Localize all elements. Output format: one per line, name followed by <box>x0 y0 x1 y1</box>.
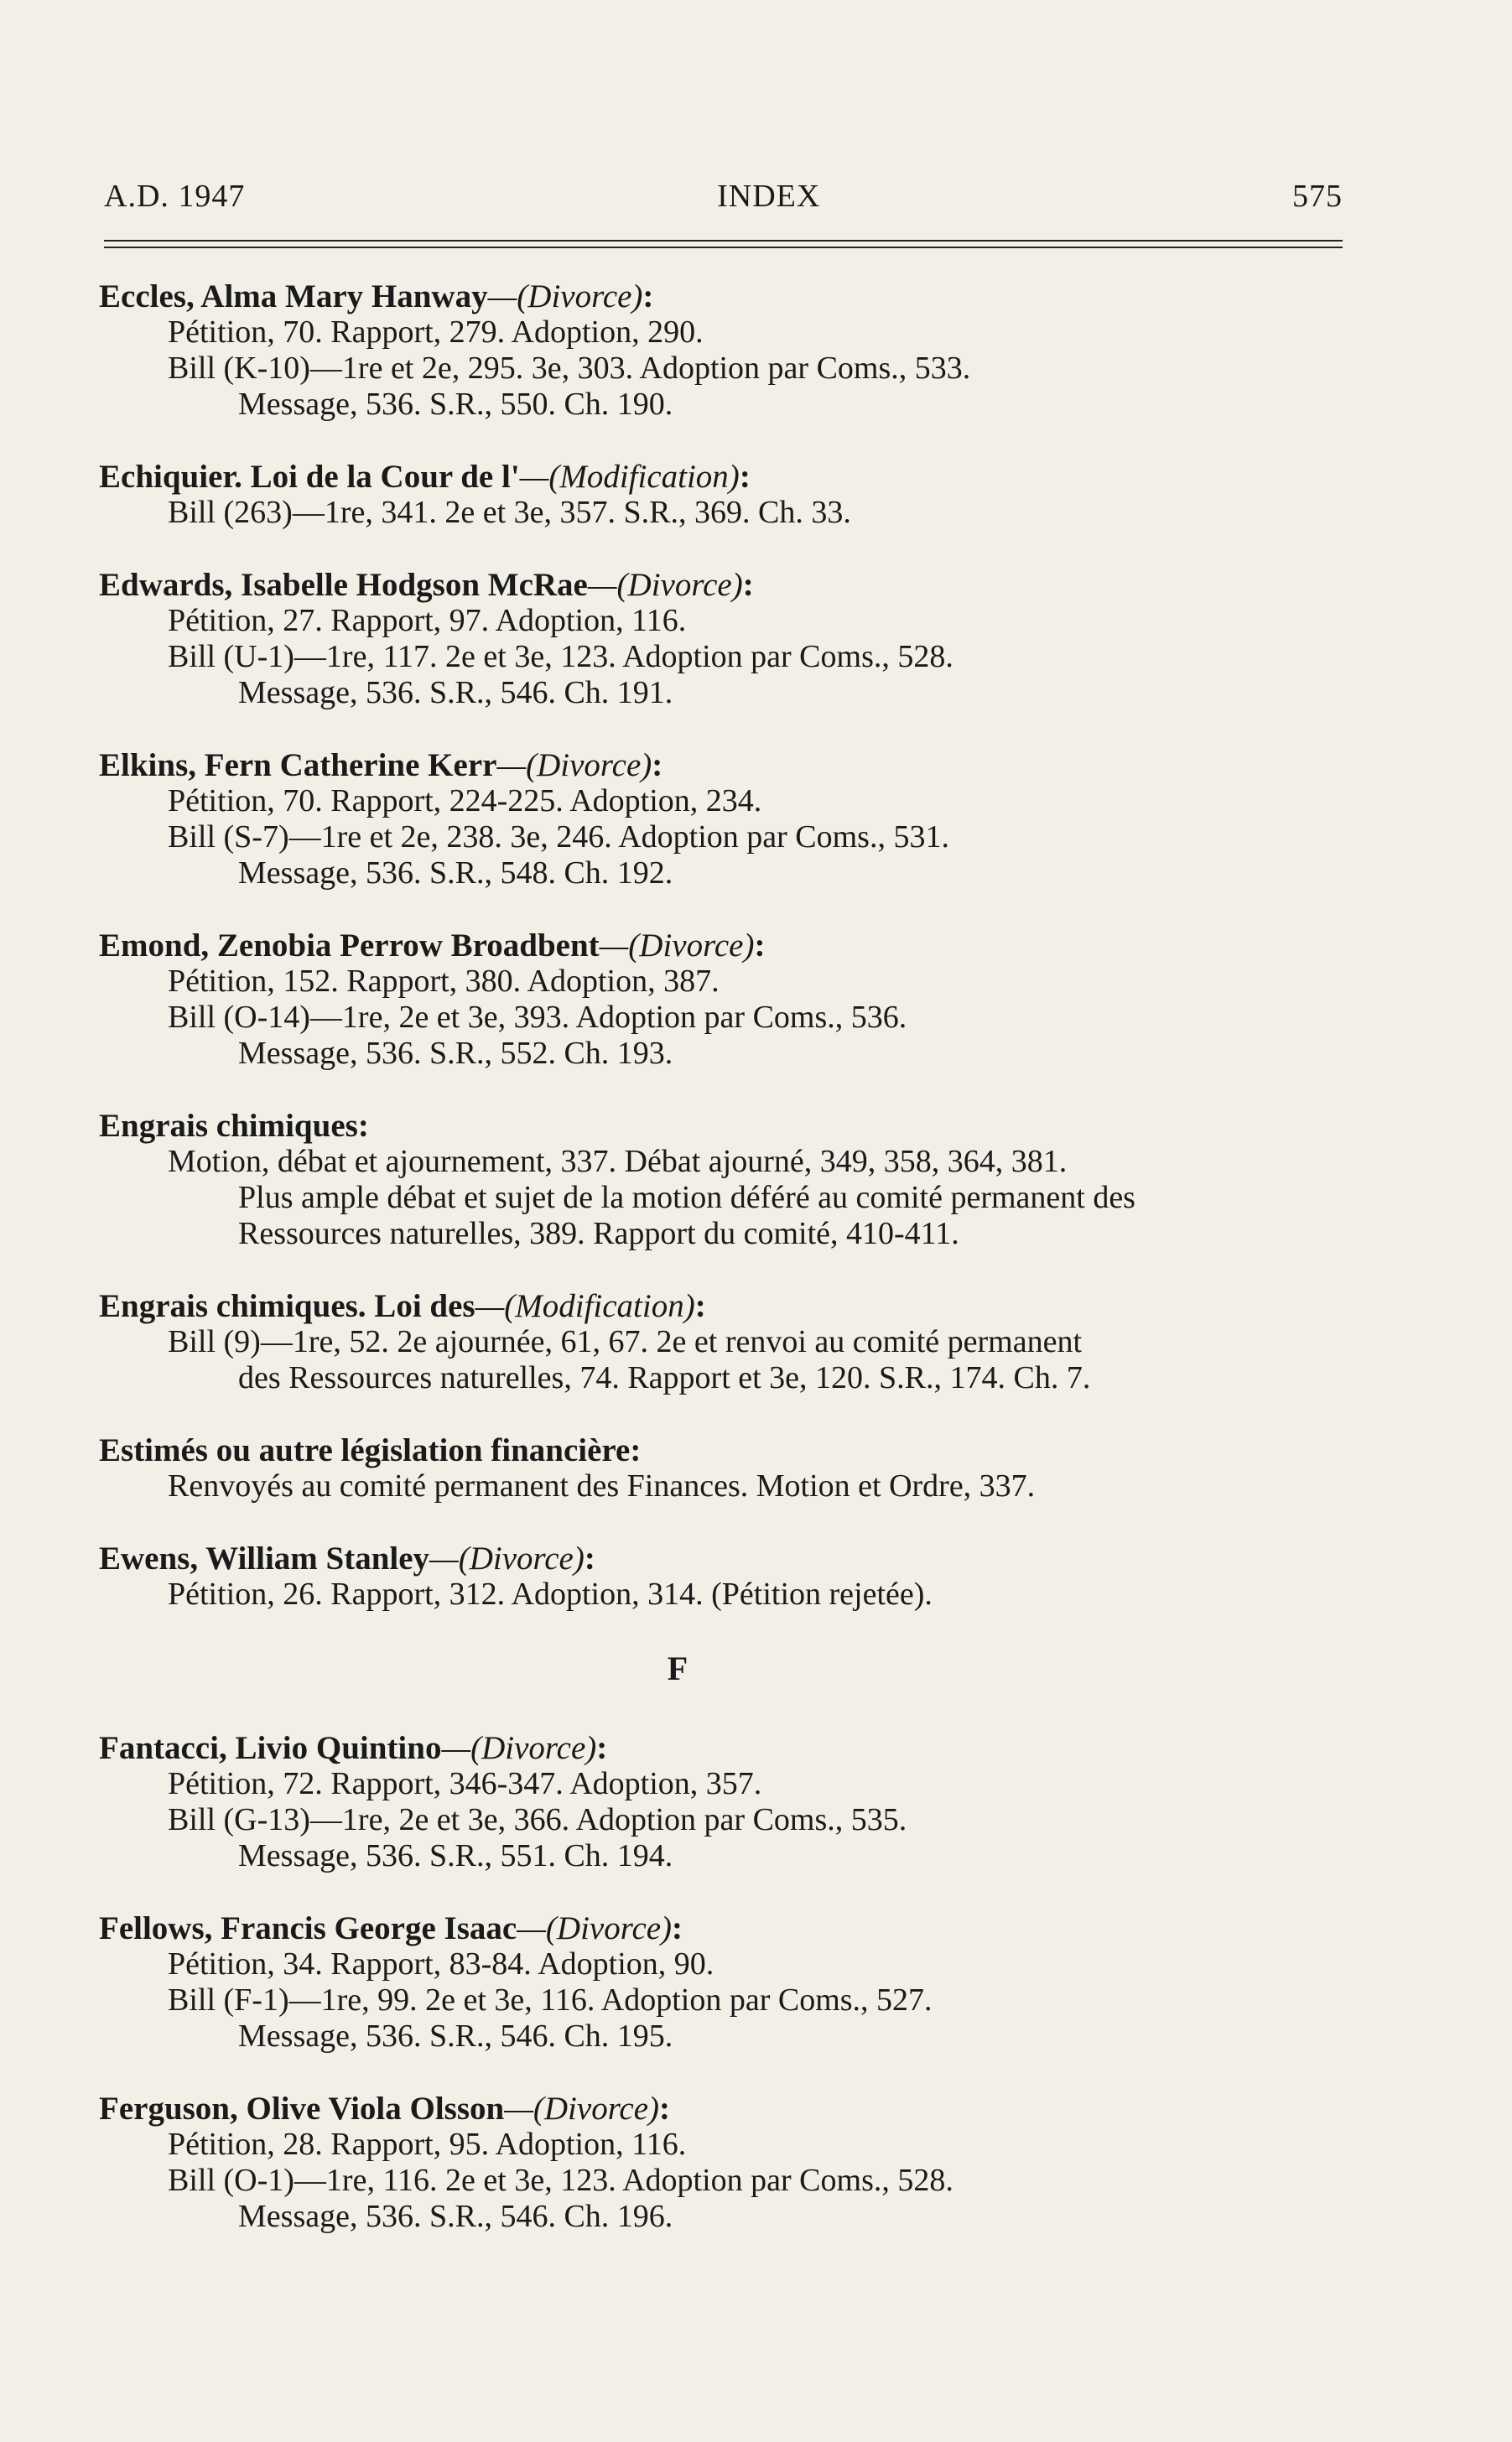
entry-qualifier: —(Divorce) <box>441 1730 597 1766</box>
entry-qualifier: —(Modification) <box>475 1288 695 1324</box>
entry-heading <box>99 278 1357 314</box>
entry-line: Pétition, 28. Rapport, 95. Adoption, 116. <box>168 2127 687 2162</box>
index-entry <box>99 1288 1357 1396</box>
entry-heading-name: Engrais chimiques. Loi des <box>99 1288 475 1324</box>
entry-heading <box>99 927 1357 964</box>
entry-colon: : <box>642 278 654 314</box>
section-letter: F <box>667 1650 688 1687</box>
entry-heading <box>99 1730 1357 1766</box>
page-header <box>104 178 1343 215</box>
entry-heading-name: Echiquier. Loi de la Cour de l' <box>99 459 520 495</box>
header-page-number: 575 <box>1292 179 1343 214</box>
index-content <box>99 278 1357 2271</box>
entry-line: Renvoyés au comité permanent des Finances. Motion et Ordre, 337. <box>168 1468 1036 1504</box>
entry-colon: : <box>596 1730 608 1766</box>
header-rule-top <box>104 240 1343 242</box>
entry-line: Bill (G-13)—1re, 2e et 3e, 366. Adoption par Coms., 535. <box>168 1802 907 1837</box>
entry-colon: : <box>672 1910 683 1946</box>
entry-qualifier: —(Divorce) <box>429 1541 585 1577</box>
entry-qualifier: —(Modification) <box>519 459 740 495</box>
index-entry <box>99 747 1357 891</box>
index-entry <box>99 1541 1357 1613</box>
entry-line: Message, 536. S.R., 551. Ch. 194. <box>238 1838 673 1873</box>
entry-colon: : <box>357 1108 369 1144</box>
entry-qualifier: —(Divorce) <box>587 567 743 603</box>
entry-line: Pétition, 27. Rapport, 97. Adoption, 116. <box>168 603 687 638</box>
index-entry <box>99 1432 1357 1504</box>
entry-qualifier: —(Divorce) <box>496 747 652 783</box>
entry-heading <box>99 747 1357 783</box>
entry-line: Message, 536. S.R., 546. Ch. 196. <box>238 2199 673 2234</box>
index-entry <box>99 567 1357 711</box>
entry-line: Bill (O-14)—1re, 2e et 3e, 393. Adoption par Coms., 536. <box>168 1000 907 1035</box>
entry-line: Message, 536. S.R., 546. Ch. 195. <box>238 2019 673 2054</box>
index-entry <box>99 278 1357 423</box>
index-entry <box>99 927 1357 1072</box>
entry-line: Pétition, 26. Rapport, 312. Adoption, 314. (Pétition rejetée). <box>168 1577 933 1612</box>
entry-heading-name: Estimés ou autre législation financière <box>99 1432 631 1468</box>
index-entry <box>99 1108 1357 1252</box>
entry-line: Pétition, 70. Rapport, 224-225. Adoption, 234. <box>168 783 762 818</box>
index-entry <box>99 1910 1357 2055</box>
entry-line: Message, 536. S.R., 548. Ch. 192. <box>238 855 673 891</box>
entry-colon: : <box>630 1432 642 1468</box>
entry-qualifier: —(Divorce) <box>504 2091 660 2127</box>
entry-line: Bill (O-1)—1re, 116. 2e et 3e, 123. Adoption par Coms., 528. <box>168 2163 953 2198</box>
entry-line: Message, 536. S.R., 546. Ch. 191. <box>238 675 673 710</box>
index-entry <box>99 1730 1357 1874</box>
entry-qualifier: —(Divorce) <box>599 927 755 964</box>
entry-heading-name: Elkins, Fern Catherine Kerr <box>99 747 497 783</box>
entry-colon: : <box>659 2091 671 2127</box>
header-title: INDEX <box>717 179 821 214</box>
entry-line: Bill (U-1)—1re, 117. 2e et 3e, 123. Adoption par Coms., 528. <box>168 639 953 674</box>
entry-line: Message, 536. S.R., 552. Ch. 193. <box>238 1036 673 1071</box>
entry-colon: : <box>652 747 663 783</box>
entry-line: Motion, débat et ajournement, 337. Débat ajourné, 349, 358, 364, 381. <box>168 1144 1068 1179</box>
entry-colon: : <box>584 1541 595 1577</box>
entry-line: Message, 536. S.R., 550. Ch. 190. <box>238 387 673 422</box>
header-year: A.D. 1947 <box>104 179 246 214</box>
entry-heading-name: Edwards, Isabelle Hodgson McRae <box>99 567 588 603</box>
entry-line: Bill (K-10)—1re et 2e, 295. 3e, 303. Adoption par Coms., 533. <box>168 351 971 386</box>
entry-heading <box>99 1108 1357 1144</box>
entries-section-f <box>99 1730 1357 2235</box>
entry-colon: : <box>739 459 751 495</box>
entry-line: des Ressources naturelles, 74. Rapport et 3e, 120. S.R., 174. Ch. 7. <box>238 1360 1091 1395</box>
entry-line: Pétition, 34. Rapport, 83-84. Adoption, 90. <box>168 1946 714 1982</box>
entry-heading <box>99 1910 1357 1946</box>
entry-heading-name: Emond, Zenobia Perrow Broadbent <box>99 927 600 964</box>
entry-qualifier: —(Divorce) <box>487 278 643 314</box>
entry-line: Bill (263)—1re, 341. 2e et 3e, 357. S.R., 369. Ch. 33. <box>168 495 851 530</box>
entry-heading-name: Fellows, Francis George Isaac <box>99 1910 517 1946</box>
entry-line: Bill (F-1)—1re, 99. 2e et 3e, 116. Adoption par Coms., 527. <box>168 1982 933 2018</box>
entry-heading <box>99 567 1357 603</box>
entry-heading-name: Fantacci, Livio Quintino <box>99 1730 442 1766</box>
entry-line: Ressources naturelles, 389. Rapport du comité, 410-411. <box>238 1216 959 1251</box>
index-entry <box>99 459 1357 531</box>
entry-heading-name: Engrais chimiques <box>99 1108 358 1144</box>
index-entry <box>99 2091 1357 2235</box>
entry-heading-name: Ferguson, Olive Viola Olsson <box>99 2091 505 2127</box>
entry-line: Bill (S-7)—1re et 2e, 238. 3e, 246. Adoption par Coms., 531. <box>168 819 949 855</box>
entry-colon: : <box>694 1288 706 1324</box>
entries-section-e <box>99 278 1357 1613</box>
entry-heading <box>99 2091 1357 2127</box>
entry-line: Bill (9)—1re, 52. 2e ajournée, 61, 67. 2e et renvoi au comité permanent <box>168 1324 1083 1359</box>
entry-heading <box>99 1288 1357 1324</box>
entry-line: Plus ample débat et sujet de la motion déféré au comité permanent des <box>238 1180 1135 1215</box>
entry-line: Pétition, 72. Rapport, 346-347. Adoption, 357. <box>168 1766 762 1801</box>
entry-heading-name: Ewens, William Stanley <box>99 1541 430 1577</box>
entry-heading <box>99 459 1357 495</box>
entry-heading-name: Eccles, Alma Mary Hanway <box>99 278 488 314</box>
header-rule-bottom <box>104 247 1343 248</box>
entry-heading <box>99 1432 1357 1468</box>
entry-qualifier: —(Divorce) <box>517 1910 673 1946</box>
entry-colon: : <box>754 927 766 964</box>
entry-line: Pétition, 70. Rapport, 279. Adoption, 290. <box>168 314 704 350</box>
entry-line: Pétition, 152. Rapport, 380. Adoption, 387. <box>168 964 720 999</box>
entry-heading <box>99 1541 1357 1577</box>
entry-colon: : <box>742 567 754 603</box>
